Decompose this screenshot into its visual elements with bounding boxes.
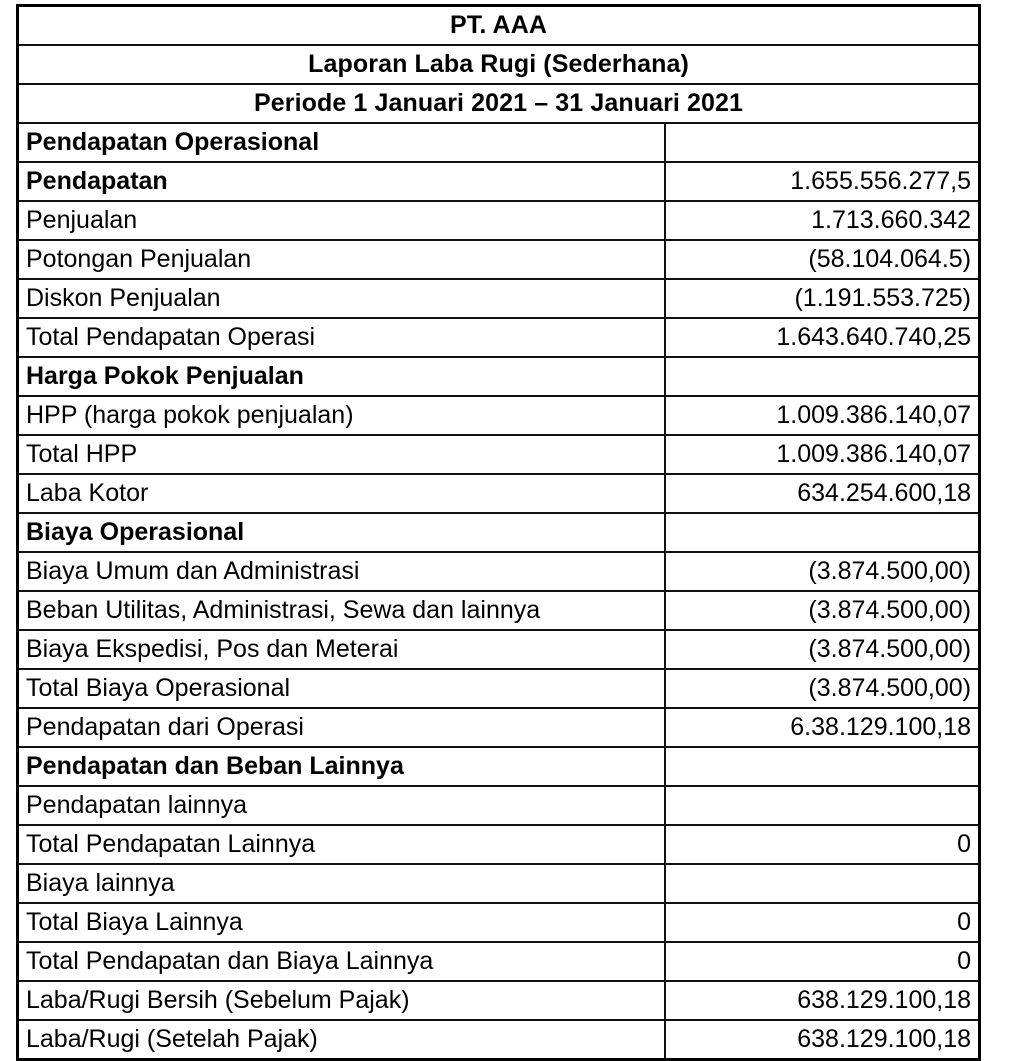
table-row [18, 903, 980, 942]
line-item-label: Biaya lainnya [18, 864, 665, 903]
table-row [18, 123, 980, 162]
line-item-value [665, 513, 980, 552]
line-item-label: Biaya Operasional [18, 513, 665, 552]
table-row [18, 357, 980, 396]
line-item-value [665, 357, 980, 396]
table-row [18, 201, 980, 240]
line-item-value: 0 [665, 825, 980, 864]
line-item-value: 1.009.386.140,07 [665, 396, 980, 435]
table-row [18, 240, 980, 279]
table-row-report-title [18, 45, 980, 84]
line-item-value: 634.254.600,18 [665, 474, 980, 513]
line-item-label: Pendapatan dan Beban Lainnya [18, 747, 665, 786]
line-item-label: Diskon Penjualan [18, 279, 665, 318]
table-row [18, 552, 980, 591]
income-statement-table [16, 4, 981, 1061]
line-item-value: 1.643.640.740,25 [665, 318, 980, 357]
line-item-label: Harga Pokok Penjualan [18, 357, 665, 396]
line-item-label: Biaya Umum dan Administrasi [18, 552, 665, 591]
line-item-value: 1.655.556.277,5 [665, 162, 980, 201]
line-item-value: (3.874.500,00) [665, 552, 980, 591]
table-row [18, 747, 980, 786]
table-row [18, 1020, 980, 1060]
table-row [18, 630, 980, 669]
table-row [18, 318, 980, 357]
table-row [18, 162, 980, 201]
line-item-value: (3.874.500,00) [665, 591, 980, 630]
line-item-value: (3.874.500,00) [665, 669, 980, 708]
table-row [18, 591, 980, 630]
line-item-label: Beban Utilitas, Administrasi, Sewa dan lainnya [18, 591, 665, 630]
table-row [18, 279, 980, 318]
line-item-label: Pendapatan dari Operasi [18, 708, 665, 747]
report-period: Periode 1 Januari 2021 – 31 Januari 2021 [18, 84, 980, 123]
table-row [18, 786, 980, 825]
line-item-value [665, 786, 980, 825]
line-item-value: 1.009.386.140,07 [665, 435, 980, 474]
table-row-company [18, 6, 980, 46]
table-row [18, 864, 980, 903]
line-item-label: Potongan Penjualan [18, 240, 665, 279]
line-item-label: Pendapatan Operasional [18, 123, 665, 162]
line-item-value [665, 123, 980, 162]
table-row [18, 396, 980, 435]
table-row [18, 708, 980, 747]
line-item-label: HPP (harga pokok penjualan) [18, 396, 665, 435]
table-row [18, 981, 980, 1020]
line-item-value: 638.129.100,18 [665, 1020, 980, 1060]
report-title: Laporan Laba Rugi (Sederhana) [18, 45, 980, 84]
line-item-label: Laba/Rugi Bersih (Sebelum Pajak) [18, 981, 665, 1020]
company-name: PT. AAA [18, 6, 980, 46]
line-item-value: 0 [665, 903, 980, 942]
table-row [18, 825, 980, 864]
line-item-label: Laba/Rugi (Setelah Pajak) [18, 1020, 665, 1060]
line-item-label: Total HPP [18, 435, 665, 474]
line-item-value: (58.104.064.5) [665, 240, 980, 279]
line-item-value: (3.874.500,00) [665, 630, 980, 669]
line-item-value: 638.129.100,18 [665, 981, 980, 1020]
line-item-label: Total Pendapatan Lainnya [18, 825, 665, 864]
line-item-label: Total Pendapatan Operasi [18, 318, 665, 357]
table-body [18, 6, 980, 1060]
table-row [18, 435, 980, 474]
line-item-value [665, 747, 980, 786]
line-item-label: Total Pendapatan dan Biaya Lainnya [18, 942, 665, 981]
table-row-period [18, 84, 980, 123]
line-item-label: Pendapatan lainnya [18, 786, 665, 825]
table-row [18, 942, 980, 981]
line-item-label: Laba Kotor [18, 474, 665, 513]
line-item-label: Pendapatan [18, 162, 665, 201]
line-item-value: (1.191.553.725) [665, 279, 980, 318]
line-item-label: Total Biaya Operasional [18, 669, 665, 708]
line-item-label: Total Biaya Lainnya [18, 903, 665, 942]
line-item-value: 6.38.129.100,18 [665, 708, 980, 747]
line-item-label: Biaya Ekspedisi, Pos dan Meterai [18, 630, 665, 669]
line-item-value: 0 [665, 942, 980, 981]
line-item-value: 1.713.660.342 [665, 201, 980, 240]
table-row [18, 513, 980, 552]
line-item-label: Penjualan [18, 201, 665, 240]
table-row [18, 474, 980, 513]
table-row [18, 669, 980, 708]
line-item-value [665, 864, 980, 903]
